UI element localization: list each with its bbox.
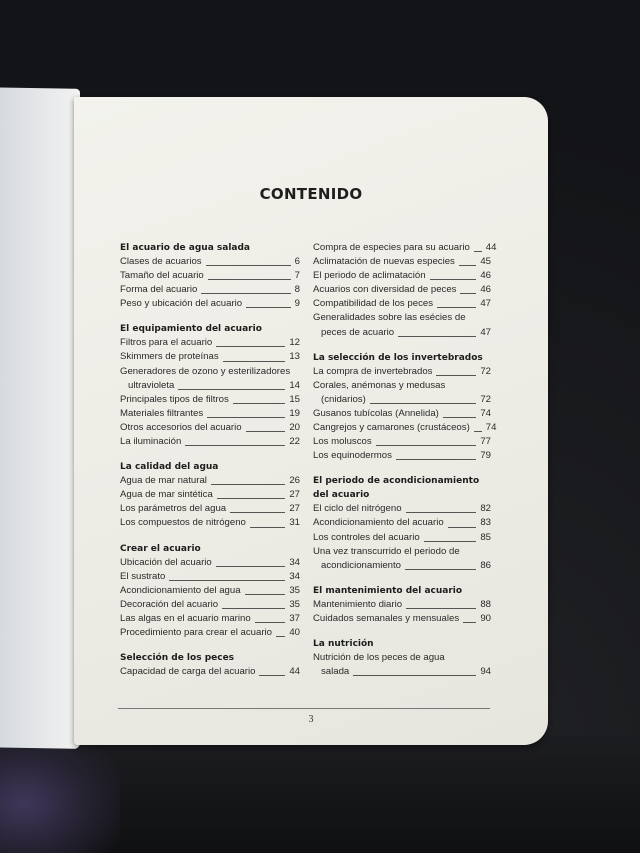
entry-page-number: 45 bbox=[480, 256, 491, 268]
toc-entry bbox=[120, 255, 300, 269]
toc-entry: Una vez transcurrido el periodo de bbox=[313, 545, 460, 557]
entry-page-number: 22 bbox=[289, 436, 300, 448]
toc-entry bbox=[120, 612, 300, 626]
entry-title: Principales tipos de filtros bbox=[120, 393, 229, 405]
entry-title: Cuidados semanales y mensuales bbox=[313, 612, 460, 624]
toc-entry bbox=[313, 516, 491, 530]
facing-page-edge bbox=[0, 87, 80, 749]
entry-page-number: 72 bbox=[480, 365, 491, 377]
leader-line bbox=[443, 417, 476, 418]
toc-section bbox=[120, 460, 300, 530]
entry-title: Agua de mar sintética bbox=[120, 489, 213, 501]
leader-line bbox=[255, 622, 286, 623]
leader-line bbox=[406, 512, 477, 513]
leader-line bbox=[169, 580, 285, 581]
page-title: CONTENIDO bbox=[259, 185, 363, 203]
entry-title: Compatibilidad de los peces bbox=[313, 298, 433, 310]
entry-page-number: 72 bbox=[480, 393, 491, 405]
entry-title: Acuarios con diversidad de peces bbox=[313, 284, 457, 296]
toc-entry bbox=[313, 255, 491, 269]
entry-title: (cnidarios) bbox=[321, 393, 366, 405]
leader-line bbox=[406, 608, 476, 609]
entry-page-number: 27 bbox=[289, 489, 300, 501]
entry-title: Forma del acuario bbox=[120, 284, 198, 296]
leader-line bbox=[245, 594, 286, 595]
section-heading: Crear el acuario bbox=[120, 543, 201, 554]
leader-line bbox=[370, 403, 477, 404]
entry-page-number: 6 bbox=[294, 256, 300, 267]
entry-title: Gusanos tubícolas (Annelida) bbox=[313, 407, 439, 419]
entry-title: Clases de acuarios bbox=[120, 256, 202, 267]
entry-page-number: 44 bbox=[485, 242, 497, 253]
toc-section bbox=[313, 584, 491, 626]
toc-entry bbox=[120, 516, 300, 530]
entry-page-number: 13 bbox=[289, 351, 300, 363]
toc-entry: Corales, anémonas y medusas bbox=[313, 379, 446, 391]
toc-entry bbox=[120, 407, 300, 421]
entry-title: La iluminación bbox=[120, 436, 182, 448]
leader-line bbox=[185, 445, 285, 446]
entry-page-number: 14 bbox=[289, 379, 300, 391]
toc-section bbox=[313, 637, 491, 679]
toc-entry bbox=[313, 407, 491, 421]
leader-line bbox=[216, 346, 285, 347]
entry-page-number: 47 bbox=[480, 298, 491, 310]
entry-page-number: 79 bbox=[480, 450, 491, 462]
toc-entry bbox=[313, 449, 491, 463]
entry-title: Peso y ubicación del acuario bbox=[120, 298, 243, 310]
entry-page-number: 44 bbox=[289, 666, 300, 678]
toc-entry bbox=[120, 502, 300, 516]
toc-entry: Generalidades sobre las esécies de bbox=[313, 312, 466, 324]
entry-title: Materiales filtrantes bbox=[120, 407, 204, 419]
leader-line bbox=[424, 541, 477, 542]
entry-title: salada bbox=[321, 666, 350, 678]
section-heading: El mantenimiento del acuario bbox=[313, 585, 463, 596]
leader-line bbox=[463, 622, 476, 623]
toc-section bbox=[313, 351, 497, 464]
toc-entry bbox=[120, 626, 300, 640]
entry-page-number: 31 bbox=[289, 517, 300, 529]
entry-page-number: 26 bbox=[289, 475, 300, 487]
leader-line bbox=[201, 293, 290, 294]
leader-line bbox=[398, 336, 476, 337]
toc-entry bbox=[313, 435, 491, 449]
leader-line bbox=[206, 265, 291, 266]
leader-line bbox=[207, 417, 285, 418]
entry-page-number: 46 bbox=[480, 270, 491, 282]
toc-entry bbox=[313, 559, 491, 573]
entry-title: acondicionamiento bbox=[321, 559, 402, 571]
leader-line bbox=[474, 251, 482, 252]
leader-line bbox=[208, 279, 291, 280]
toc-entry bbox=[120, 598, 300, 612]
entry-title: Acondicionamiento del agua bbox=[120, 584, 241, 596]
entry-title: ultravioleta bbox=[128, 379, 175, 391]
section-heading: El periodo de acondicionamiento del acuario bbox=[313, 476, 480, 501]
entry-title: Los moluscos bbox=[313, 436, 372, 448]
entry-page-number: 74 bbox=[485, 422, 497, 434]
toc-entry bbox=[120, 393, 300, 407]
toc-entry bbox=[120, 584, 300, 598]
section-heading: Selección de los peces bbox=[120, 653, 235, 664]
entry-page-number: 85 bbox=[480, 531, 491, 543]
leader-line bbox=[259, 675, 285, 676]
toc-entry bbox=[120, 379, 300, 393]
leader-line bbox=[405, 569, 476, 570]
toc-section bbox=[313, 241, 497, 340]
leader-line bbox=[430, 279, 477, 280]
toc-section bbox=[313, 474, 491, 572]
entry-title: Los equinodermos bbox=[313, 450, 392, 462]
toc-entry bbox=[313, 393, 491, 407]
toc-section bbox=[120, 542, 300, 641]
entry-page-number: 88 bbox=[480, 598, 491, 610]
entry-page-number: 27 bbox=[289, 503, 300, 515]
entry-title: El ciclo del nitrógeno bbox=[313, 503, 402, 515]
entry-page-number: 94 bbox=[480, 666, 491, 678]
toc-entry bbox=[313, 502, 491, 516]
toc-entry bbox=[120, 297, 300, 311]
toc-entry bbox=[313, 241, 497, 255]
section-heading: La selección de los invertebrados bbox=[313, 352, 483, 363]
entry-page-number: 82 bbox=[480, 503, 491, 515]
toc-entry: Generadores de ozono y esterilizadores bbox=[120, 365, 291, 377]
entry-page-number: 86 bbox=[480, 559, 491, 571]
entry-page-number: 34 bbox=[289, 556, 300, 568]
entry-page-number: 12 bbox=[289, 337, 300, 349]
leader-line bbox=[436, 375, 476, 376]
toc-entry bbox=[313, 365, 491, 379]
section-heading: La nutrición bbox=[313, 638, 374, 649]
entry-page-number: 19 bbox=[289, 407, 300, 419]
entry-page-number: 9 bbox=[294, 298, 300, 310]
entry-page-number: 83 bbox=[480, 517, 491, 529]
leader-line bbox=[230, 512, 285, 513]
toc-entry bbox=[120, 421, 300, 435]
toc-entry bbox=[313, 326, 491, 340]
toc-section bbox=[120, 651, 300, 679]
toc-section bbox=[120, 241, 300, 311]
entry-page-number: 7 bbox=[294, 270, 300, 282]
page-number: 3 bbox=[308, 714, 314, 725]
toc-entry bbox=[313, 598, 491, 612]
toc-entry bbox=[313, 269, 491, 283]
entry-title: El sustrato bbox=[120, 570, 166, 582]
entry-title: Las algas en el acuario marino bbox=[120, 612, 251, 624]
toc-entry bbox=[120, 570, 300, 584]
entry-title: Decoración del acuario bbox=[120, 598, 219, 610]
leader-line bbox=[396, 459, 476, 460]
leader-line bbox=[217, 498, 286, 499]
leader-line bbox=[233, 403, 286, 404]
entry-page-number: 74 bbox=[480, 407, 491, 419]
leader-line bbox=[276, 636, 285, 637]
leader-line bbox=[246, 431, 286, 432]
leader-line bbox=[222, 608, 285, 609]
entry-title: peces de acuario bbox=[321, 326, 395, 338]
entry-title: Mantenimiento diario bbox=[313, 598, 403, 610]
entry-page-number: 8 bbox=[294, 284, 300, 296]
entry-page-number: 35 bbox=[289, 584, 300, 596]
entry-title: Capacidad de carga del acuario bbox=[120, 666, 256, 678]
leader-line bbox=[437, 307, 476, 308]
leader-line bbox=[353, 675, 476, 676]
toc-entry bbox=[120, 350, 300, 364]
leader-line bbox=[246, 307, 291, 308]
toc-entry bbox=[313, 283, 491, 297]
toc-entry bbox=[120, 488, 300, 502]
entry-title: Agua de mar natural bbox=[120, 475, 207, 487]
entry-title: El periodo de aclimatación bbox=[313, 270, 426, 282]
section-heading: El equipamiento del acuario bbox=[120, 324, 262, 335]
entry-page-number: 47 bbox=[480, 326, 491, 338]
entry-title: Otros accesorios del acuario bbox=[120, 421, 242, 433]
toc-entry bbox=[313, 421, 497, 435]
entry-page-number: 37 bbox=[289, 612, 300, 624]
entry-page-number: 35 bbox=[289, 598, 300, 610]
toc-entry bbox=[313, 665, 491, 679]
toc-left-column bbox=[120, 241, 300, 690]
leader-line bbox=[474, 431, 482, 432]
leader-line bbox=[459, 265, 476, 266]
toc-entry bbox=[120, 283, 300, 297]
entry-title: Cangrejos y camarones (crustáceos) bbox=[313, 422, 470, 434]
toc-entry bbox=[313, 612, 491, 626]
toc-section bbox=[120, 322, 300, 449]
leader-line bbox=[223, 361, 286, 362]
entry-title: Los compuestos de nitrógeno bbox=[120, 517, 246, 529]
entry-title: Aclimatación de nuevas especies bbox=[313, 256, 455, 268]
toc-entry bbox=[120, 435, 300, 449]
entry-title: Los controles del acuario bbox=[313, 531, 420, 543]
leader-line bbox=[178, 389, 285, 390]
footer-rule bbox=[118, 708, 490, 709]
entry-title: Procedimiento para crear el acuario bbox=[120, 626, 272, 638]
book-page bbox=[74, 97, 548, 745]
toc-entry: Nutrición de los peces de agua bbox=[313, 651, 445, 663]
toc-entry bbox=[313, 297, 491, 311]
entry-title: Acondicionamiento del acuario bbox=[313, 517, 444, 529]
entry-title: Tamaño del acuario bbox=[120, 270, 204, 282]
toc-entry bbox=[120, 665, 300, 679]
entry-page-number: 15 bbox=[289, 393, 300, 405]
toc-entry bbox=[313, 531, 491, 545]
entry-title: Los parámetros del agua bbox=[120, 503, 227, 515]
toc-right-column bbox=[313, 241, 497, 690]
leader-line bbox=[448, 527, 477, 528]
leader-line bbox=[216, 566, 286, 567]
leader-line bbox=[211, 484, 285, 485]
entry-title: La compra de invertebrados bbox=[313, 365, 433, 377]
toc-entry bbox=[120, 474, 300, 488]
entry-page-number: 20 bbox=[289, 421, 300, 433]
toc-entry bbox=[120, 336, 300, 350]
leader-line bbox=[376, 445, 477, 446]
leader-line bbox=[250, 527, 285, 528]
entry-page-number: 34 bbox=[289, 570, 300, 582]
leader-line bbox=[460, 293, 476, 294]
entry-title: Filtros para el acuario bbox=[120, 337, 213, 349]
entry-page-number: 90 bbox=[480, 612, 491, 624]
entry-title: Ubicación del acuario bbox=[120, 556, 212, 568]
entry-title: Compra de especies para su acuario bbox=[313, 242, 470, 253]
section-heading: La calidad del agua bbox=[120, 462, 219, 473]
toc-entry bbox=[120, 556, 300, 570]
entry-title: Skimmers de proteínas bbox=[120, 351, 219, 363]
entry-page-number: 46 bbox=[480, 284, 491, 296]
section-heading: El acuario de agua salada bbox=[120, 243, 251, 253]
entry-page-number: 77 bbox=[480, 436, 491, 448]
entry-page-number: 40 bbox=[289, 626, 300, 638]
toc-entry bbox=[120, 269, 300, 283]
